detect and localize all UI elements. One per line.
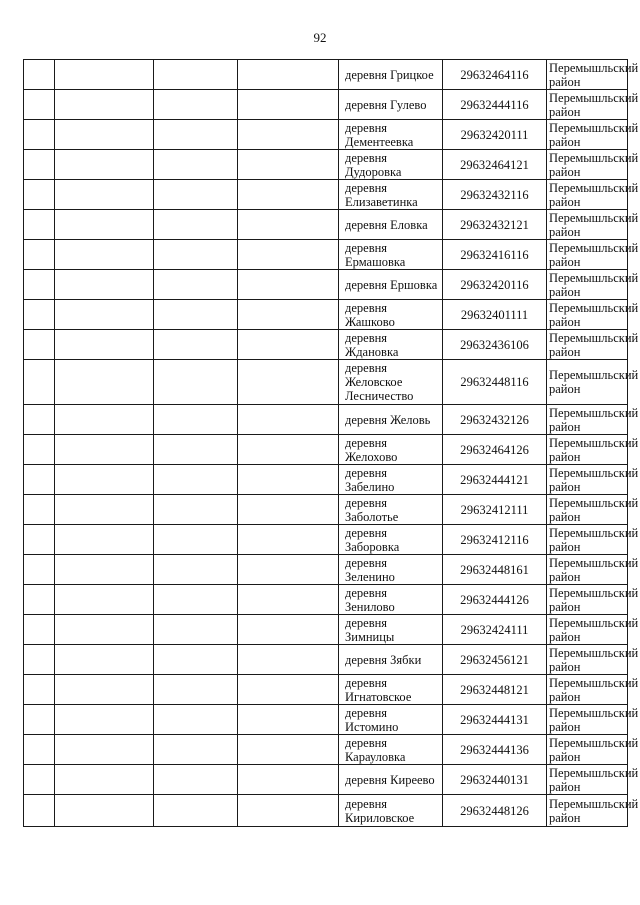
district-cell: Перемышльский район [547,615,628,645]
settlement-name-cell: деревня Жашково [339,300,443,330]
empty-cell [238,765,339,795]
empty-cell [238,240,339,270]
empty-cell [55,555,154,585]
empty-cell [24,360,55,405]
empty-cell [55,330,154,360]
empty-cell [55,705,154,735]
empty-cell [24,585,55,615]
empty-cell [24,735,55,765]
table-row [24,90,628,120]
oktmo-code-cell: 29632432116 [443,180,547,210]
table-row [24,795,628,827]
district-cell: Перемышльский район [547,795,628,827]
settlement-name-cell: деревня Дементеевка [339,120,443,150]
empty-cell [24,555,55,585]
empty-cell [154,705,238,735]
empty-cell [24,120,55,150]
oktmo-code-cell: 29632440131 [443,765,547,795]
oktmo-code-cell: 29632416116 [443,240,547,270]
district-cell: Перемышльский район [547,675,628,705]
oktmo-code-cell: 29632448116 [443,360,547,405]
empty-cell [55,675,154,705]
empty-cell [24,645,55,675]
settlement-name-cell: деревня Карауловка [339,735,443,765]
empty-cell [55,645,154,675]
empty-cell [24,90,55,120]
empty-cell [154,495,238,525]
empty-cell [154,360,238,405]
empty-cell [24,525,55,555]
empty-cell [238,90,339,120]
empty-cell [238,495,339,525]
empty-cell [55,210,154,240]
oktmo-code-cell: 29632444126 [443,585,547,615]
empty-cell [238,120,339,150]
table-row [24,495,628,525]
table-row [24,645,628,675]
oktmo-code-cell: 29632464116 [443,60,547,90]
table-row [24,615,628,645]
settlement-name-cell: деревня Истомино [339,705,443,735]
district-cell: Перемышльский район [547,585,628,615]
oktmo-code-cell: 29632456121 [443,645,547,675]
district-cell: Перемышльский район [547,240,628,270]
settlement-name-cell: деревня Забелино [339,465,443,495]
empty-cell [154,180,238,210]
page-number: 92 [313,30,327,45]
oktmo-code-cell: 29632424111 [443,615,547,645]
empty-cell [238,180,339,210]
district-cell: Перемышльский район [547,120,628,150]
table-row [24,180,628,210]
empty-cell [154,60,238,90]
empty-cell [238,705,339,735]
empty-cell [154,465,238,495]
oktmo-code-cell: 29632444121 [443,465,547,495]
empty-cell [55,735,154,765]
empty-cell [24,495,55,525]
table-row [24,120,628,150]
settlement-name-cell: деревня Киреево [339,765,443,795]
empty-cell [24,765,55,795]
empty-cell [238,150,339,180]
empty-cell [154,300,238,330]
district-cell: Перемышльский район [547,60,628,90]
empty-cell [24,240,55,270]
empty-cell [55,405,154,435]
empty-cell [55,585,154,615]
district-cell: Перемышльский район [547,360,628,405]
empty-cell [238,270,339,300]
settlement-name-cell: деревня Зеленино [339,555,443,585]
oktmo-code-cell: 29632448126 [443,795,547,827]
empty-cell [238,300,339,330]
settlement-name-cell: деревня Игнатовское [339,675,443,705]
empty-cell [154,240,238,270]
empty-cell [24,675,55,705]
district-cell: Перемышльский район [547,300,628,330]
empty-cell [238,435,339,465]
empty-cell [154,645,238,675]
empty-cell [154,675,238,705]
settlement-name-cell: деревня Кириловское [339,795,443,827]
oktmo-code-cell: 29632436106 [443,330,547,360]
empty-cell [24,180,55,210]
settlement-name-cell: деревня Грицкое [339,60,443,90]
oktmo-code-cell: 29632444131 [443,705,547,735]
oktmo-code-cell: 29632448121 [443,675,547,705]
empty-cell [154,90,238,120]
settlement-name-cell: деревня Желохово [339,435,443,465]
table-row [24,735,628,765]
settlement-name-cell: деревня Зябки [339,645,443,675]
district-cell: Перемышльский район [547,405,628,435]
district-cell: Перемышльский район [547,525,628,555]
empty-cell [238,675,339,705]
empty-cell [238,525,339,555]
district-cell: Перемышльский район [547,495,628,525]
empty-cell [24,705,55,735]
empty-cell [55,60,154,90]
empty-cell [238,60,339,90]
empty-cell [24,60,55,90]
empty-cell [55,90,154,120]
empty-cell [238,735,339,765]
empty-cell [24,465,55,495]
table-row [24,270,628,300]
district-cell: Перемышльский район [547,90,628,120]
empty-cell [24,330,55,360]
empty-cell [238,555,339,585]
empty-cell [24,210,55,240]
settlement-name-cell: деревня Елизаветинка [339,180,443,210]
table-row [24,675,628,705]
district-cell: Перемышльский район [547,330,628,360]
empty-cell [238,795,339,827]
table-row [24,765,628,795]
empty-cell [154,765,238,795]
district-cell: Перемышльский район [547,180,628,210]
settlement-name-cell: деревня Дудоровка [339,150,443,180]
empty-cell [154,615,238,645]
empty-cell [24,795,55,827]
empty-cell [55,180,154,210]
empty-cell [55,150,154,180]
settlement-name-cell: деревня Зенилово [339,585,443,615]
table-row [24,60,628,90]
district-cell: Перемышльский район [547,705,628,735]
empty-cell [154,435,238,465]
settlement-name-cell: деревня Желовское Лесничество [339,360,443,405]
empty-cell [154,330,238,360]
district-cell: Перемышльский район [547,735,628,765]
empty-cell [24,615,55,645]
empty-cell [55,270,154,300]
empty-cell [55,240,154,270]
district-cell: Перемышльский район [547,555,628,585]
settlement-name-cell: деревня Ермашовка [339,240,443,270]
empty-cell [24,300,55,330]
empty-cell [154,120,238,150]
table-row [24,585,628,615]
empty-cell [154,150,238,180]
oktmo-code-cell: 29632444116 [443,90,547,120]
empty-cell [55,615,154,645]
empty-cell [238,405,339,435]
oktmo-code-cell: 29632401111 [443,300,547,330]
empty-cell [55,300,154,330]
settlement-name-cell: деревня Заборовка [339,525,443,555]
empty-cell [154,555,238,585]
empty-cell [55,795,154,827]
table-row [24,330,628,360]
empty-cell [154,270,238,300]
table-row [24,240,628,270]
oktmo-code-cell: 29632432126 [443,405,547,435]
empty-cell [55,435,154,465]
district-cell: Перемышльский район [547,150,628,180]
empty-cell [24,435,55,465]
oktmo-code-cell: 29632420116 [443,270,547,300]
oktmo-code-cell: 29632448161 [443,555,547,585]
settlement-name-cell: деревня Гулево [339,90,443,120]
table-row [24,525,628,555]
settlement-name-cell: деревня Ершовка [339,270,443,300]
table-row [24,150,628,180]
empty-cell [238,615,339,645]
table-row [24,210,628,240]
table-row [24,435,628,465]
table-row [24,465,628,495]
oktmo-code-cell: 29632444136 [443,735,547,765]
empty-cell [154,210,238,240]
settlement-name-cell: деревня Еловка [339,210,443,240]
empty-cell [154,585,238,615]
oktmo-code-cell: 29632420111 [443,120,547,150]
settlement-name-cell: деревня Ждановка [339,330,443,360]
empty-cell [238,210,339,240]
district-cell: Перемышльский район [547,765,628,795]
empty-cell [55,495,154,525]
empty-cell [55,525,154,555]
district-cell: Перемышльский район [547,270,628,300]
district-cell: Перемышльский район [547,465,628,495]
empty-cell [238,330,339,360]
district-cell: Перемышльский район [547,435,628,465]
oktmo-code-cell: 29632412116 [443,525,547,555]
table-row [24,555,628,585]
empty-cell [55,360,154,405]
settlement-name-cell: деревня Зимницы [339,615,443,645]
settlement-name-cell: деревня Желовь [339,405,443,435]
table-row [24,300,628,330]
empty-cell [55,120,154,150]
empty-cell [154,405,238,435]
oktmo-code-cell: 29632432121 [443,210,547,240]
empty-cell [154,525,238,555]
empty-cell [24,270,55,300]
oktmo-code-cell: 29632464126 [443,435,547,465]
empty-cell [24,150,55,180]
empty-cell [238,465,339,495]
district-cell: Перемышльский район [547,210,628,240]
district-cell: Перемышльский район [547,645,628,675]
table-row [24,705,628,735]
table-row [24,405,628,435]
empty-cell [238,360,339,405]
oktmo-code-cell: 29632412111 [443,495,547,525]
empty-cell [238,585,339,615]
empty-cell [24,405,55,435]
oktmo-code-cell: 29632464121 [443,150,547,180]
settlements-table [23,59,639,827]
empty-cell [55,765,154,795]
settlement-name-cell: деревня Заболотье [339,495,443,525]
empty-cell [55,465,154,495]
empty-cell [154,735,238,765]
empty-cell [238,645,339,675]
table-row [24,360,628,405]
empty-cell [154,795,238,827]
